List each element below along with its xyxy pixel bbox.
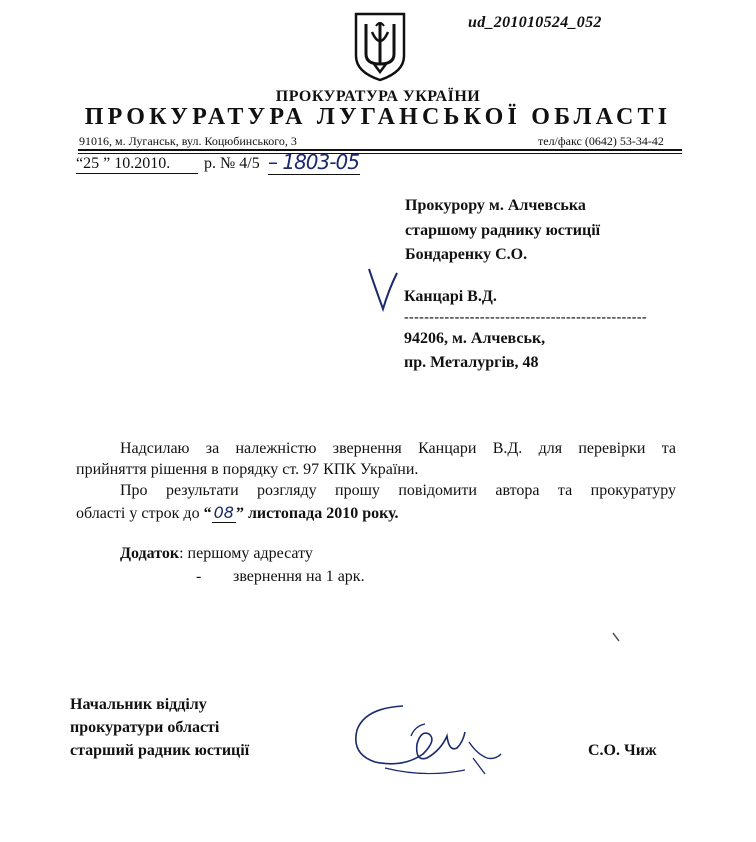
signatory-title-line-2: прокуратури області (70, 719, 220, 736)
header-divider (78, 149, 682, 154)
recipient-line-2: старшому раднику юстиції (405, 222, 601, 239)
signatory-title-line-1: Начальник відділу (70, 696, 207, 713)
body-paragraph-2-line-2 (76, 503, 399, 523)
deadline-month-year: листопада 2010 (247, 505, 359, 522)
reference-number-handwritten: – 1803-05 (268, 150, 359, 174)
recipient-line-1: Прокурору м. Алчевська (405, 197, 586, 214)
deadline-intro: області у строк до (76, 505, 200, 522)
document-id: ud_201010524_052 (468, 14, 602, 31)
signatory-title-line-3: старший радник юстиції (70, 742, 250, 759)
attachment-item: звернення на 1 арк. (233, 568, 365, 585)
dashed-divider: ------------------------------------------------ (404, 310, 647, 325)
deadline-date (204, 505, 359, 522)
organization-phone: тел/факс (0642) 53-34-42 (538, 134, 664, 148)
deadline-suffix: року. (362, 505, 399, 522)
attachment-text: : першому адресату (179, 545, 313, 562)
copy-recipient-name: Канцарі В.Д. (404, 288, 497, 305)
organization-address: 91016, м. Луганськ, вул. Коцюбинського, 3 (79, 134, 297, 148)
attachment-label: Додаток (120, 545, 180, 562)
attachment-line (120, 545, 313, 563)
body-paragraph-1-line-1: Надсилаю за належністю звернення Канцари В.Д. для перевірки та (120, 440, 676, 457)
recipient-line-3: Бондаренку С.О. (405, 246, 528, 263)
body-paragraph-1-line-2: прийняття рішення в порядку ст. 97 КПК України. (76, 461, 419, 478)
deadline-quote-open: “ (203, 505, 212, 522)
coat-of-arms-icon (352, 10, 408, 82)
stray-tick-icon (610, 630, 624, 644)
reference-number-prefix: р. № 4/5 (204, 155, 260, 172)
document-date: “25 ” 10.2010. (76, 155, 198, 174)
organization-parent: ПРОКУРАТУРА УКРАЇНИ (275, 88, 481, 105)
deadline-quote-close: ” (235, 505, 244, 522)
body-paragraph-2-line-1: Про результати розгляду прошу повідомити автора та прокуратуру (120, 482, 676, 499)
copy-address-line-1: 94206, м. Алчевськ, (404, 330, 546, 347)
signature-icon (345, 696, 515, 786)
attachment-item-dash: - (196, 568, 202, 585)
organization-name: ПРОКУРАТУРА ЛУГАНСЬКОЇ ОБЛАСТІ (84, 104, 672, 130)
signatory-name: С.О. Чиж (588, 742, 657, 759)
deadline-day-handwritten: 08 (213, 503, 234, 522)
copy-address-line-2: пр. Металургів, 48 (404, 354, 539, 371)
check-mark-icon (365, 265, 401, 313)
